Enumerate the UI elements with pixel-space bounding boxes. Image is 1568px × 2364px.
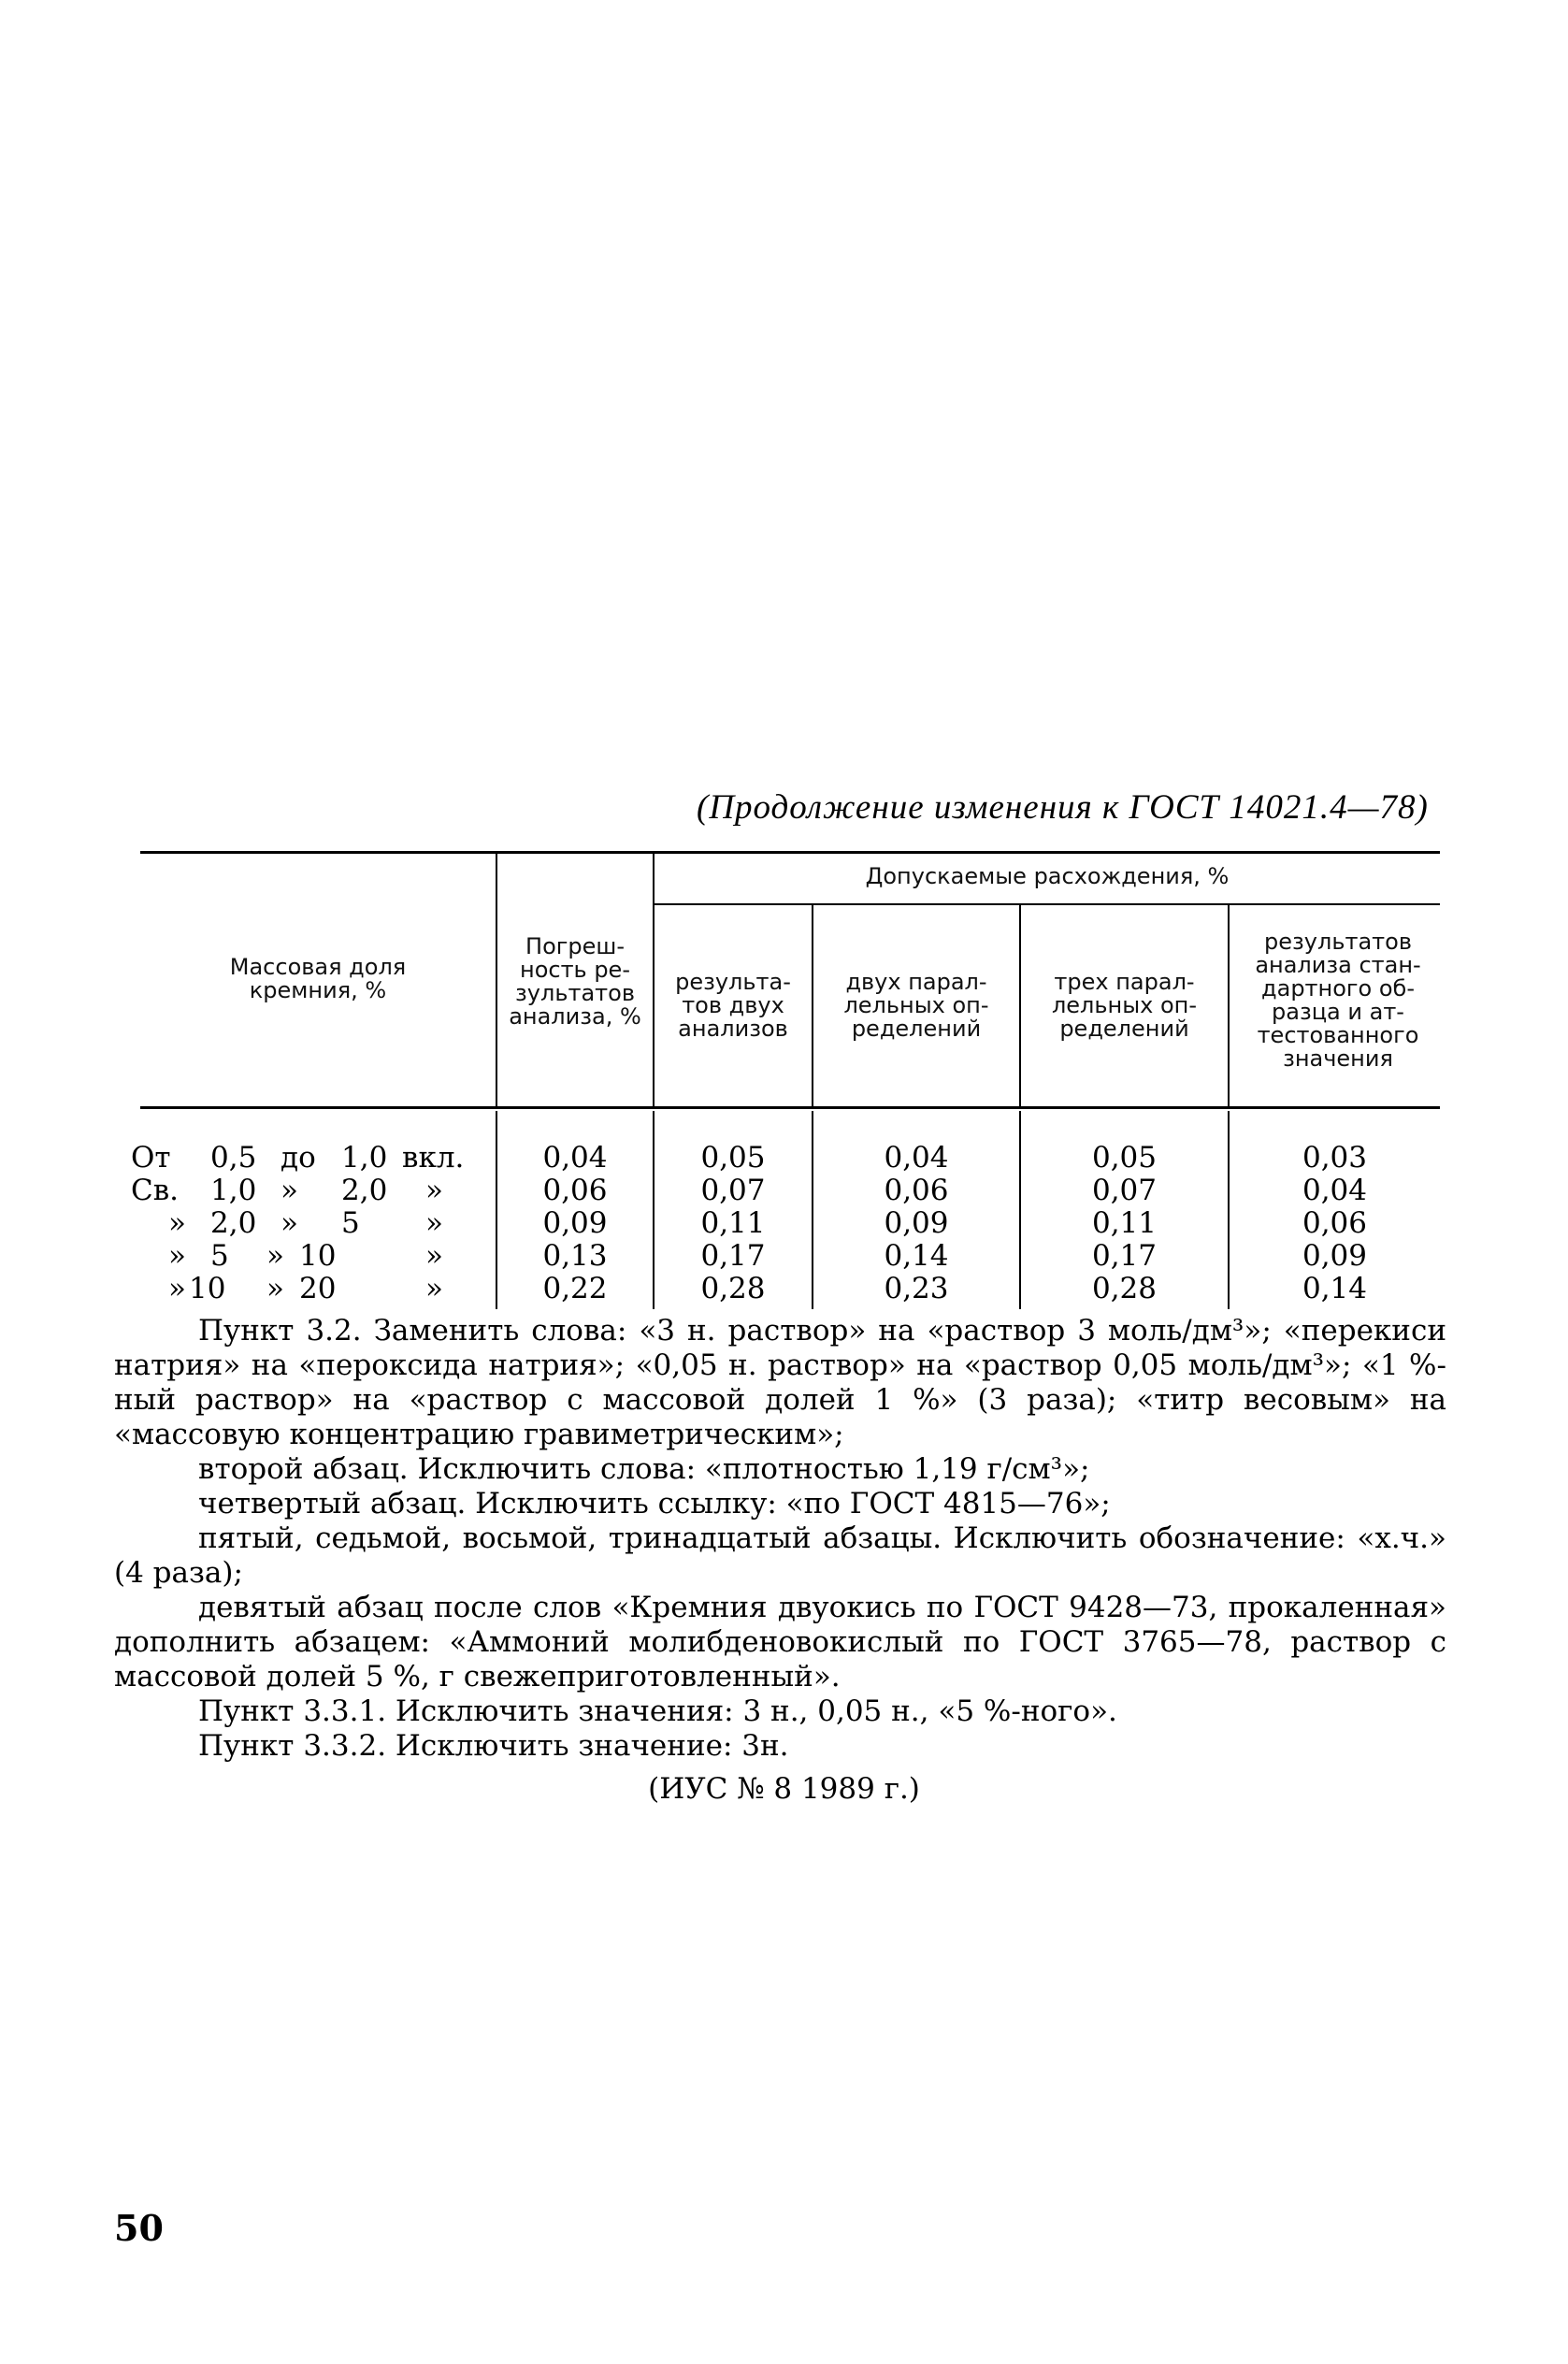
subheader-two-analyses: результа-тов двух анализов [675,969,791,1042]
row-label-word: до [281,1141,316,1175]
subheader-two-parallel: двух парал-лельных оп-ределений [843,969,989,1042]
row-label-prefix: » [168,1239,186,1273]
paragraph-item-3-3-1: Пункт 3.3.1. Исключить значения: 3 н., 0,05 н., «5 %-ного». [198,1694,1117,1728]
paragraph-item-3-3-2: Пункт 3.3.2. Исключить значение: 3н. [198,1729,789,1763]
cell-standard-sample: 0,09 [1302,1239,1368,1273]
paragraph-ninth-abzac: девятый абзац после слов «Кремния двуокись по ГОСТ 9428—73, прокаленная» дополнить абзацем: «Аммоний молибденовокислый по ГОСТ 3765—78, раствор с массовой долей 5 %, г свежеприготовленный». [114,1591,1446,1694]
table-vline-5 [1228,905,1230,1106]
cell-two-analyses: 0,05 [700,1141,766,1175]
row-label-from: 2,0 [210,1206,257,1240]
subheader-three-parallel: трех парал-лельных оп-ределений [1051,969,1198,1042]
table-group-rule [655,903,1440,905]
subheader-standard-sample: результатов анализа стан-дартного об-разца и ат-тестованного значения [1255,929,1421,1072]
page-caption: (Продолжение изменения к ГОСТ 14021.4—78) [697,788,1429,827]
cell-two-analyses: 0,28 [700,1272,766,1305]
table-vline-4 [1019,905,1021,1106]
row-label-prefix: Св. [131,1174,180,1207]
amendment-text [114,1314,1446,1764]
row-label-prefix: » [168,1206,186,1240]
cell-two-analyses: 0,17 [700,1239,766,1273]
row-label-word: » [281,1206,298,1240]
cell-two-parallel: 0,14 [884,1239,949,1273]
row-label-from: 5 [210,1239,229,1273]
row-label-word: » [266,1239,284,1273]
row-label-prefix: » [168,1272,186,1305]
ius-reference: (ИУС № 8 1989 г.) [648,1772,920,1806]
header-mass-fraction: Массовая доля кремния, % [229,954,407,1003]
table-header-bottom-rule [140,1106,1440,1109]
cell-error: 0,22 [542,1272,608,1305]
cell-two-parallel: 0,09 [884,1206,949,1240]
cell-error: 0,09 [542,1206,608,1240]
table-vline-1 [496,853,497,1106]
row-label-to: 1,0 [341,1141,388,1175]
table-vline-2 [653,853,655,1106]
cell-two-parallel: 0,04 [884,1141,949,1175]
row-label-suffix: » [425,1174,443,1207]
cell-two-parallel: 0,23 [884,1272,949,1305]
cell-three-parallel: 0,28 [1091,1272,1158,1305]
row-label-to: 2,0 [341,1174,388,1207]
cell-two-analyses: 0,11 [700,1206,766,1240]
row-label-suffix: » [425,1239,443,1273]
row-label-to: 20 [299,1272,337,1305]
page-number: 50 [114,2207,164,2249]
cell-three-parallel: 0,11 [1091,1206,1158,1240]
row-label-from: 1,0 [210,1174,257,1207]
row-label-to: 10 [299,1239,337,1273]
cell-three-parallel: 0,17 [1091,1239,1158,1273]
table-vline-3 [812,905,813,1106]
cell-standard-sample: 0,06 [1302,1206,1368,1240]
cell-two-analyses: 0,07 [700,1174,766,1207]
row-label-from: 0,5 [210,1141,257,1175]
row-label-suffix: » [425,1272,443,1305]
table-top-rule [140,851,1440,854]
paragraph-fourth-abzac: четвертый абзац. Исключить ссылку: «по ГОСТ 4815—76»; [198,1487,1111,1521]
paragraph-second-abzac: второй абзац. Исключить слова: «плотностью 1,19 г/см³»; [198,1452,1090,1486]
cell-three-parallel: 0,05 [1091,1141,1158,1175]
cell-standard-sample: 0,14 [1302,1272,1368,1305]
row-label-suffix: вкл. [402,1141,465,1175]
header-error: Погреш-ность ре-зультатов анализа, % [509,933,641,1030]
row-label-word: » [281,1174,298,1207]
cell-error: 0,13 [542,1239,608,1273]
row-label-to: 5 [341,1206,360,1240]
cell-error: 0,06 [542,1174,608,1207]
cell-three-parallel: 0,07 [1091,1174,1158,1207]
header-allowed-deviations: Допускаемые расхождения, % [865,863,1230,889]
cell-two-parallel: 0,06 [884,1174,949,1207]
cell-standard-sample: 0,04 [1302,1174,1368,1207]
cell-error: 0,04 [542,1141,608,1175]
row-label-from: 10 [189,1272,226,1305]
row-label-prefix: От [131,1141,171,1175]
cell-standard-sample: 0,03 [1302,1141,1368,1175]
row-label-suffix: » [425,1206,443,1240]
paragraph-fifth-seventh-abzac: пятый, седьмой, восьмой, тринадцатый абзацы. Исключить обозначение: «х.ч.» (4 раза); [114,1521,1446,1590]
row-label-word: » [266,1272,284,1305]
paragraph-item-3-2: Пункт 3.2. Заменить слова: «3 н. раствор» на «раствор 3 моль/дм³»; «перекиси натрия» на «пероксида натрия»; «0,05 н. раствор» на «раствор 0,05 моль/дм³»; «1 %-ный раствор» на «раствор с массовой долей 1 %» (3 раза); «титр весовым» на «массовую концентрацию гравиметрическим»; [114,1314,1446,1451]
